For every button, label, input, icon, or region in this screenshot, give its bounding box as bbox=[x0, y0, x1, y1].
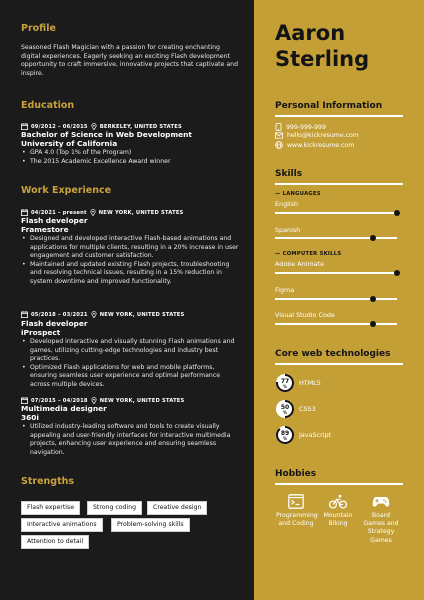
education-dates: 09/2012 – 06/2015 bbox=[31, 123, 88, 130]
email-row bbox=[275, 132, 359, 139]
ring-unit: % bbox=[282, 436, 288, 441]
skill-level-knob bbox=[394, 270, 400, 276]
terminal-icon bbox=[288, 494, 304, 509]
skill-bar bbox=[275, 212, 397, 214]
ring-value: 50 bbox=[280, 404, 290, 411]
hobby-item bbox=[318, 494, 358, 528]
skill-bar bbox=[275, 323, 397, 325]
calendar-icon bbox=[21, 123, 28, 130]
job-company: Framestore bbox=[21, 225, 69, 234]
job-role: Multimedia designer bbox=[21, 404, 107, 413]
skill-name: Figma bbox=[275, 286, 295, 294]
personal-info-title: Personal Information bbox=[275, 101, 383, 111]
list-item: • Maintained and updated existing Flash projects, troubleshooting and resolving technical issues, resulting in a 15% reduction in system downtime and improved functionality. bbox=[21, 261, 239, 287]
strength-chip: Attention to detail bbox=[21, 535, 89, 549]
job-meta bbox=[21, 209, 184, 216]
progress-ring bbox=[275, 373, 295, 393]
strength-chip: Strong coding bbox=[87, 501, 142, 515]
skill-name: Adobe Animate bbox=[275, 260, 325, 268]
envelope-icon bbox=[275, 132, 283, 139]
education-title: Education bbox=[21, 100, 75, 111]
phone-icon bbox=[275, 123, 282, 131]
tech-item bbox=[275, 399, 316, 419]
ring-value: 89 bbox=[280, 430, 290, 437]
job-location: NEW YORK, UNITED STATES bbox=[99, 311, 185, 318]
website-link[interactable]: www.kickresume.com bbox=[287, 141, 355, 149]
divider bbox=[275, 483, 403, 485]
hobby-label: Programming and Coding bbox=[276, 512, 318, 528]
job-bullets bbox=[21, 235, 239, 287]
list-item: • Utilized industry-leading software and tools to create visually appealing and user-friendly interfaces for interactive multimedia projects, enhancing user experience and ensuring seamless navigation. bbox=[21, 423, 239, 457]
skill-name: English bbox=[275, 200, 299, 208]
tech-item bbox=[275, 373, 321, 393]
job-location: NEW YORK, UNITED STATES bbox=[98, 209, 184, 216]
strength-chip: Creative design bbox=[147, 501, 207, 515]
skill-level-knob bbox=[370, 235, 376, 241]
job-bullets bbox=[21, 423, 239, 457]
job-role: Flash developer bbox=[21, 216, 88, 225]
location-pin-icon bbox=[91, 123, 97, 130]
right-column bbox=[254, 0, 424, 600]
globe-icon bbox=[275, 141, 283, 149]
calendar-icon bbox=[21, 209, 28, 216]
progress-ring bbox=[275, 399, 295, 419]
strength-chip: Interactive animations bbox=[21, 518, 103, 532]
tech-item bbox=[275, 425, 331, 445]
job-meta bbox=[21, 397, 184, 404]
divider bbox=[275, 363, 403, 365]
computer-skills-label-text: COMPUTER SKILLS bbox=[282, 251, 342, 257]
strength-chip: Flash expertise bbox=[21, 501, 80, 515]
job-role: Flash developer bbox=[21, 319, 88, 328]
education-location: BERKELEY, UNITED STATES bbox=[99, 123, 182, 130]
list-item: • Developed interactive and visually stunning Flash animations and games, utilizing cutting-edge technologies and industry best practices. bbox=[21, 338, 239, 364]
phone-row bbox=[275, 123, 326, 131]
gamepad-icon bbox=[372, 494, 390, 509]
education-bullets bbox=[21, 149, 239, 166]
list-item: • Optimized Flash applications for web and mobile platforms, ensuring seamless user experience and optimal performance across multiple devices. bbox=[21, 364, 239, 390]
profile-title: Profile bbox=[21, 23, 56, 34]
job-company: 360i bbox=[21, 413, 39, 422]
hobby-item bbox=[276, 494, 316, 528]
divider bbox=[275, 183, 403, 185]
progress-ring bbox=[275, 425, 295, 445]
languages-label-text: LANGUAGES bbox=[282, 191, 321, 197]
job-meta bbox=[21, 311, 184, 318]
location-pin-icon bbox=[90, 209, 96, 216]
skill-bar bbox=[275, 272, 397, 274]
calendar-icon bbox=[21, 311, 28, 318]
profile-text: Seasoned Flash Magician with a passion for creating enchanting digital experiences. Eagerly seeking an exciting Flash development opportunity to craft immersive, innovative projects that captivate and inspire. bbox=[21, 44, 239, 77]
skills-title: Skills bbox=[275, 169, 303, 179]
strengths-title: Strengths bbox=[21, 476, 75, 487]
education-degree: Bachelor of Science in Web Development bbox=[21, 130, 192, 139]
list-item: • The 2015 Academic Excellence Award winner bbox=[21, 158, 239, 167]
website-row bbox=[275, 141, 354, 149]
email-link[interactable]: hello@kickresume.com bbox=[287, 132, 359, 139]
skill-name: Visual Studio Code bbox=[275, 311, 335, 319]
skill-name: Spanish bbox=[275, 226, 301, 234]
ring-unit: % bbox=[282, 384, 288, 389]
job-location: NEW YORK, UNITED STATES bbox=[99, 397, 185, 404]
job-dates: 07/2015 – 04/2018 bbox=[31, 397, 88, 404]
location-pin-icon bbox=[91, 397, 97, 404]
strength-chip: Problem-solving skills bbox=[111, 518, 190, 532]
ring-unit: % bbox=[282, 410, 288, 415]
candidate-name bbox=[275, 20, 369, 72]
hobby-item bbox=[361, 494, 401, 545]
skill-level-knob bbox=[370, 321, 376, 327]
job-dates: 04/2021 – present bbox=[31, 209, 87, 216]
skill-bar bbox=[275, 298, 397, 300]
first-name: Aaron bbox=[275, 21, 346, 45]
job-bullets bbox=[21, 338, 239, 390]
phone-text: 999-999-999 bbox=[286, 123, 326, 131]
bicycle-icon bbox=[329, 494, 347, 509]
languages-label: — LANGUAGES bbox=[275, 191, 321, 197]
list-item: • Designed and developed interactive Flash-based animations and applications for multiple clients, resulting in a 20% increase in user engagement and customer satisfaction. bbox=[21, 235, 239, 261]
divider bbox=[275, 115, 403, 117]
last-name: Sterling bbox=[275, 47, 370, 71]
ring-value: 77 bbox=[280, 378, 290, 385]
core-tech-title: Core web technologies bbox=[275, 349, 391, 359]
skill-bar bbox=[275, 237, 397, 239]
job-dates: 05/2018 – 03/2021 bbox=[31, 311, 88, 318]
location-pin-icon bbox=[91, 311, 97, 318]
job-company: iProspect bbox=[21, 328, 61, 337]
education-meta bbox=[21, 123, 182, 130]
skill-level-knob bbox=[394, 210, 400, 216]
calendar-icon bbox=[21, 397, 28, 404]
hobbies-title: Hobbies bbox=[275, 469, 317, 479]
skill-level-knob bbox=[370, 296, 376, 302]
tech-label: HTML5 bbox=[299, 379, 321, 387]
list-item: • GPA 4.0 (Top 1% of the Program) bbox=[21, 149, 239, 158]
education-school: University of California bbox=[21, 139, 118, 148]
tech-label: CSS3 bbox=[299, 405, 316, 413]
experience-title: Work Experience bbox=[21, 185, 112, 196]
tech-label: JavaScript bbox=[299, 431, 332, 439]
hobby-label: Mountain Biking bbox=[323, 512, 353, 528]
computer-skills-label: — COMPUTER SKILLS bbox=[275, 251, 342, 257]
hobby-label: Board Games and Strategy Games bbox=[363, 512, 399, 544]
